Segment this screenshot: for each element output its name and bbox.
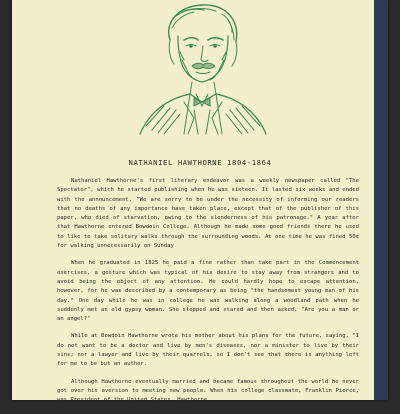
paragraph: While at Bowdoin Hawthorne wrote his mother about his plans for the future, saying, "I do not want to be a doctor and live by men's diseases, nor a minister to live by their sins; nor a lawyer and live by their quarrels, so I don't see that there is anything left for me to be but an author. [57, 333, 359, 368]
document-body [57, 177, 359, 414]
paragraph: Nathaniel Hawthorne's first literary endeavor was a weekly newspaper called "The Spectator", which he started publishing when he was sixteen. It lasted six weeks and ended with the announcement, "We are sorry to be under the necessity of informing our readers that no deaths of any importance have taken place, except that of the publisher of this paper, who died of starvation, owing to the slenderness of his patronage." A year after that Hawthorne entered Bowdoin College. Although he made some good friends there he used to like to take solitary walks through the surrounding woods. At one time he was fined 50¢ for walking unnecessarily on Sunday [57, 178, 359, 250]
document-title: NATHANIEL HAWTHORNE 1804-1864 [128, 158, 272, 167]
portrait-icon [124, 2, 280, 136]
page-edge [374, 0, 388, 400]
document-page [12, 0, 388, 404]
paragraph: Although Hawthorne eventually married and became famous throughout the world he never got over his aversion to meeting new people. When his college classmate, Franklin Pierce, was President of the United States, Hawthorne [57, 378, 359, 404]
paragraph: When he graduated in 1825 he paid a fine rather than take part in the Commencement exercises, a gesture which was typical of his desire to stay away from strangers and to avoid being the object of any attention. He could hardly hope to escape attention, however, for he was described by a contemporary as being "the handsomest young man of his day." One day while he was in college he was walking along a woodland path when he suddenly met an old gypsy woman. She stopped and stared and then asked, "Are you a man or an angel?" [57, 260, 359, 323]
